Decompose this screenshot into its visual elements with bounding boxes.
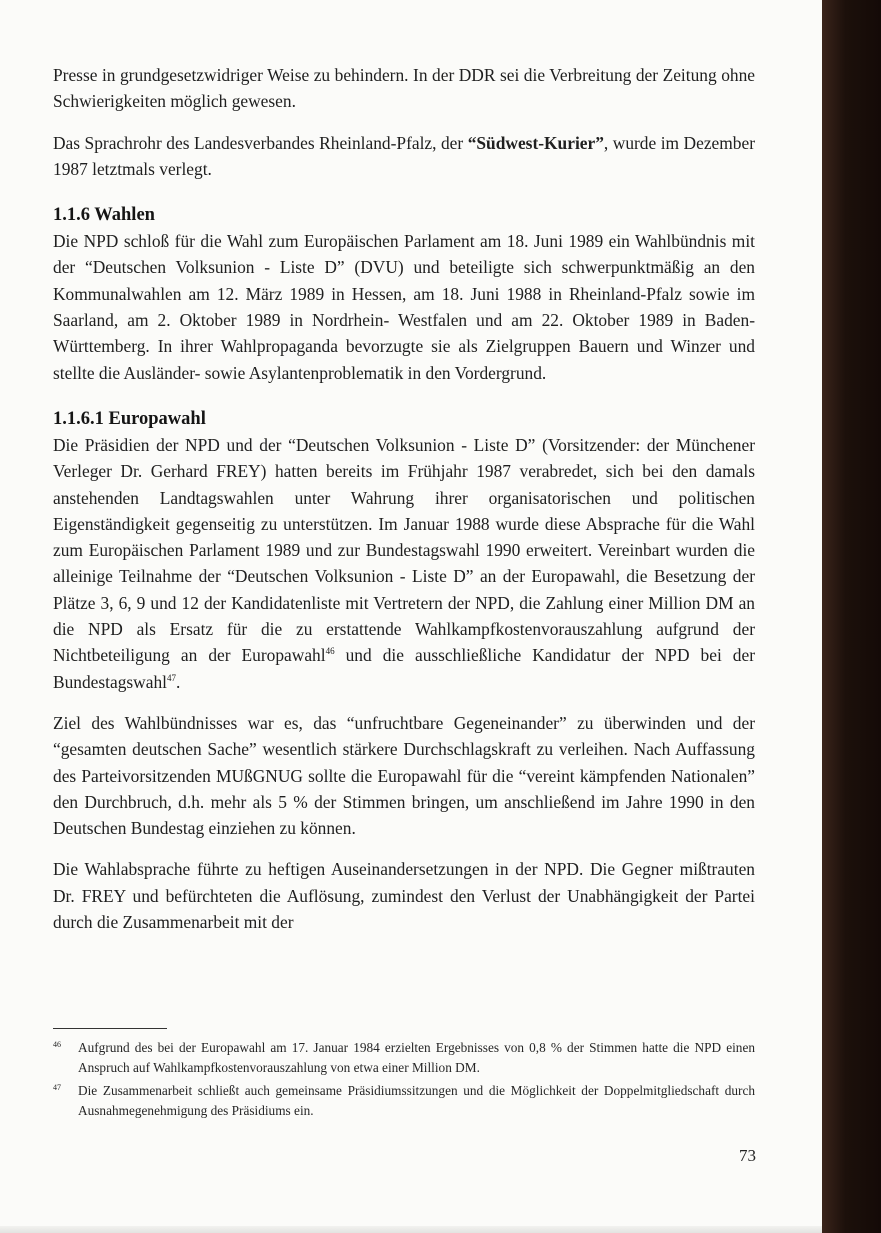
footnote-ref-47: 47 [167,672,176,683]
footnotes [53,1038,755,1124]
page-bottom-edge [0,1226,822,1233]
page-body [53,62,755,950]
paragraph-intro: Presse in grundgesetzwidriger Weise zu behindern. In der DDR sei die Verbreitung der Zeitung ohne Schwierigkeiten möglich gewesen. [53,65,755,112]
footnote [53,1038,755,1077]
section-heading-europawahl: 1.1.6.1 Europawahl [53,408,206,429]
book-spine-edge [822,0,881,1233]
text-run: , wurde im Dezember 1987 letztmals verlegt. [53,132,755,179]
text-run: und die ausschließliche Kandidatur der NPD bei der Bundestagswahl [53,645,755,692]
text-run: . [176,671,181,692]
paragraph-suedwest-kurier [53,130,755,183]
text-run: Die Präsidien der NPD und der “Deutschen Volksunion - Liste D” (Vorsitzender: der Münchener Verleger Dr. Gerhard FREY) hatten bereits im Frühjahr 1987 verabredet, sich bei den damals anstehenden Landtagswahlen unter Wahrung ihrer organisatorischen und politischen Eigenständigkeit gegenseitig zu unterstützen. Im Januar 1988 wurde diese Absprache für die Wahl zum Europäischen Parlament 1989 und zur Bundestagswahl 1990 erweitert. Vereinbart wurden die alleinige Teilnahme der “Deutschen Volksunion - Liste D” an der Europawahl, die Besetzung der Plätze 3, 6, 9 und 12 der Kandidatenliste mit Vertretern der NPD, die Zahlung einer Million DM an die NPD als Ersatz für die zu erstattende Wahlkampfkostenvorauszahlung aufgrund der Nichtbeteiligung an der Europawahl [53,434,755,666]
publication-name: “Südwest-Kurier” [467,132,604,153]
paragraph-europawahl-2: Ziel des Wahlbündnisses war es, das “unfruchtbare Gegeneinander” zu überwinden und der “gesamten deutschen Sache” wesentlich stärkere Durchschlagskraft zu verleihen. Nach Auffassung des Parteivorsitzenden MUßGNUG sollte die Europawahl für die “vereint kämpfenden Nationalen” den Durchbruch, d.h. mehr als 5 % der Stimmen bringen, um anschließend im Jahre 1990 in den Deutschen Bundestag einziehen zu können. [53,712,755,839]
paragraph-europawahl-1 [53,432,755,695]
page-number: 73 [739,1146,756,1165]
footnote-separator [53,1028,167,1029]
section-heading-wahlen: 1.1.6 Wahlen [53,205,155,226]
paragraph-wahlen: Die NPD schloß für die Wahl zum Europäischen Parlament am 18. Juni 1989 ein Wahlbündnis mit der “Deutschen Volksunion - Liste D” (DVU) und beteiligte sich schwerpunktmäßig an den Kommunalwahlen am 12. März 1989 in Hessen, am 18. Juni 1988 in Rheinland-Pfalz sowie im Saarland, am 2. Oktober 1989 in Nordrhein- Westfalen und am 22. Oktober 1989 in Baden-Württemberg. In ihrer Wahlpropaganda bevorzugte sie als Zielgruppen Bauern und Winzer und stellte die Ausländer- sowie Asylantenproblematik in den Vordergrund. [53,231,755,383]
footnote-text: Die Zusammenarbeit schließt auch gemeinsame Präsidiumssitzungen und die Möglichkeit der Doppelmitgliedschaft durch Ausnahmegenehmigung des Präsidiums ein. [78,1083,755,1118]
text-run: Das Sprachrohr des Landesverbandes Rheinland-Pfalz, der [53,132,468,153]
footnote-text: Aufgrund des bei der Europawahl am 17. Januar 1984 erzielten Ergebnisses von 0,8 % der Stimmen hatte die NPD einen Anspruch auf Wahlkampfkostenvorauszahlung von etwa einer Million DM. [78,1040,755,1075]
footnote-number: 47 [53,1083,61,1092]
footnote-ref-46: 46 [325,646,335,657]
footnote [53,1081,755,1120]
paragraph-europawahl-3: Die Wahlabsprache führte zu heftigen Auseinandersetzungen in der NPD. Die Gegner mißtrauten Dr. FREY und befürchteten die Auflösung, zumindest den Verlust der Unabhängigkeit der Partei durch die Zusammenarbeit mit der [53,859,755,933]
footnote-number: 46 [53,1040,61,1049]
